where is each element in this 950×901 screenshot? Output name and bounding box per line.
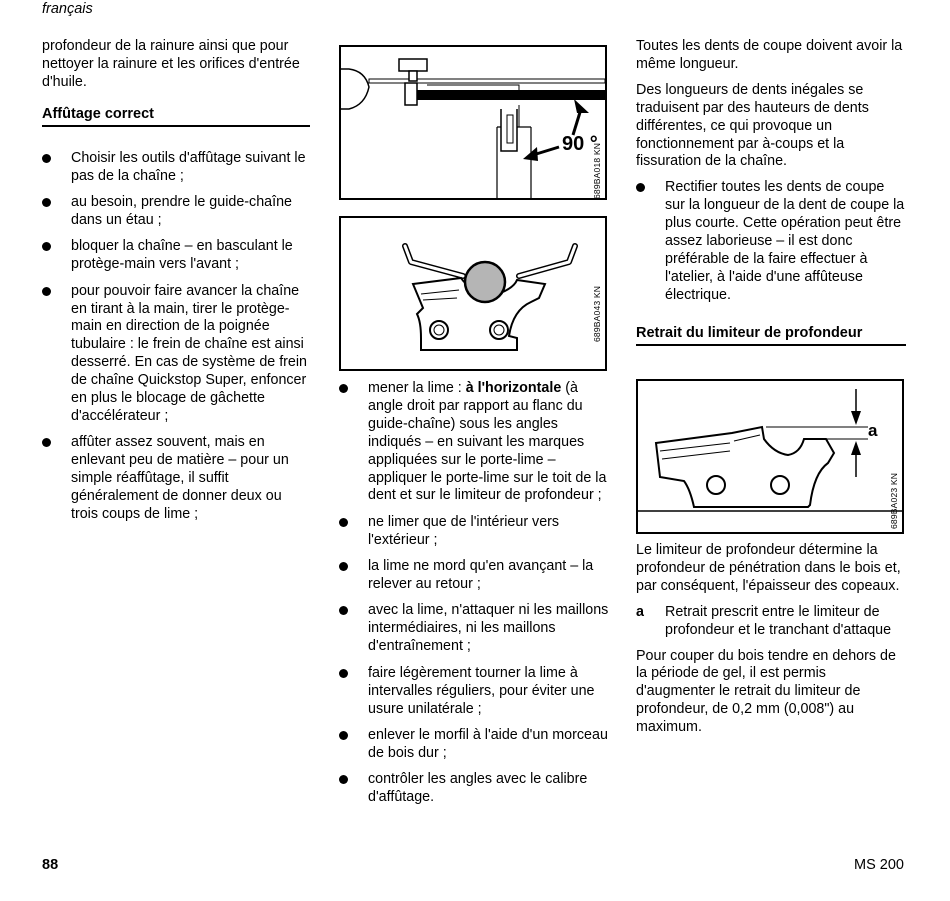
model-label: MS 200 (854, 857, 904, 873)
angle-label: 90 ° (562, 133, 598, 155)
bullet-list-rectifier (636, 179, 906, 304)
paragraph: Des longueurs de dents inégales se traduisent par des hauteurs de dents différentes, ce qui provoque un fonctionnement par à-coups et la fissuration de la chaîne. (636, 81, 869, 170)
bullet-icon (339, 669, 348, 678)
list-item: affûter assez souvent, mais en enlevant peu de matière – pour un simple réaffûtage, il suffit généralement de donner deux ou trois coups de lime ; (42, 434, 310, 524)
list-item: pour pouvoir faire avancer la chaîne en tirant à la main, tirer le protège-main en direction de la poignée tubulaire : le frein de chaîne est ainsi desserré. En cas de système de frein de chaîne Quickstop Super, enfoncer en plus le blocage de gâchette d'accélérateur ; (42, 283, 310, 426)
column-3-bottom (636, 542, 908, 737)
paragraph: Le limiteur de profondeur détermine la profondeur de pénétration dans le bois et, par conséquent, l'épaisseur des copeaux. (636, 542, 901, 594)
list-item: la lime ne mord qu'en avançant – la relever au retour ; (339, 558, 611, 594)
paragraph: Pour couper du bois tendre en dehors de la période de gel, il est permis d'augmenter le retrait du limiteur de profondeur, de 0,2 mm (0,008") au maximum. (636, 647, 896, 736)
figure-code: 689BA018 KN (592, 142, 602, 199)
list-item: Rectifier toutes les dents de coupe sur la longueur de la dent de coupe la plus courte. Cette opération peut être assez laborieuse – il est donc préférable de la faire effectuer à l'atelier, à l'aide d'une affûteuse électrique. (636, 179, 906, 304)
bullet-list-affutage (42, 150, 310, 524)
list-item: mener la lime : à l'horizontale (à angle droit par rapport au flanc du guide-chaîne) sous les angles indiqués – en suivant les marques appliquées sur le porte-lime – appliquer le porte-lime sur le toit de la dent et sur le limiteur de profondeur ; (339, 380, 611, 505)
bullet-icon (42, 198, 51, 207)
paragraph: Toutes les dents de coupe doivent avoir la même longueur. (636, 38, 903, 72)
section-heading-retrait: Retrait du limiteur de profondeur (636, 325, 906, 346)
bullet-icon (42, 287, 51, 296)
bullet-icon (339, 518, 348, 527)
bullet-icon (42, 242, 51, 251)
bullet-icon (42, 154, 51, 163)
list-item: avec la lime, n'attaquer ni les maillons intermédiaires, ni les maillons d'entraînement ; (339, 602, 611, 656)
bullet-list-limage (339, 380, 611, 807)
bullet-icon (42, 438, 51, 447)
figure-code: 689BA043 KN (592, 285, 602, 342)
bullet-icon (339, 606, 348, 615)
language-label: français (42, 1, 93, 17)
list-item: Choisir les outils d'affûtage suivant le pas de la chaîne ; (42, 150, 310, 186)
bullet-icon (339, 384, 348, 393)
column-1 (42, 38, 310, 532)
list-item: au besoin, prendre le guide-chaîne dans un étau ; (42, 194, 310, 230)
bullet-icon (339, 731, 348, 740)
legend-text: Retrait prescrit entre le limiteur de profondeur et le tranchant d'attaque (665, 603, 892, 638)
figure-depth-gauge-setting (636, 379, 904, 534)
bullet-icon (339, 775, 348, 784)
legend-key: a (636, 603, 644, 620)
list-item: enlever le morfil à l'aide d'un morceau de bois dur ; (339, 727, 611, 763)
section-heading-affutage: Affûtage correct (42, 106, 310, 127)
bullet-icon (339, 562, 348, 571)
list-item: contrôler les angles avec le calibre d'affûtage. (339, 771, 611, 807)
figure-code: 689BA023 KN (889, 472, 899, 529)
page-number: 88 (42, 857, 59, 873)
column-3-top (636, 38, 906, 346)
bullet-icon (636, 183, 645, 192)
figure-depth-gauge-round (339, 216, 607, 371)
legend-item (636, 604, 908, 640)
list-item: ne limer que de l'intérieur vers l'extérieur ; (339, 514, 611, 550)
figure-file-holder-90deg (339, 45, 607, 200)
dimension-label: a (868, 421, 878, 440)
list-item: faire légèrement tourner la lime à intervalles réguliers, pour éviter une usure unilatérale ; (339, 665, 611, 719)
list-item: bloquer la chaîne – en basculant le protège-main vers l'avant ; (42, 238, 310, 274)
intro-paragraph: profondeur de la rainure ainsi que pour nettoyer la rainure et les orifices d'entrée d'huile. (42, 38, 300, 90)
column-2 (339, 380, 611, 816)
